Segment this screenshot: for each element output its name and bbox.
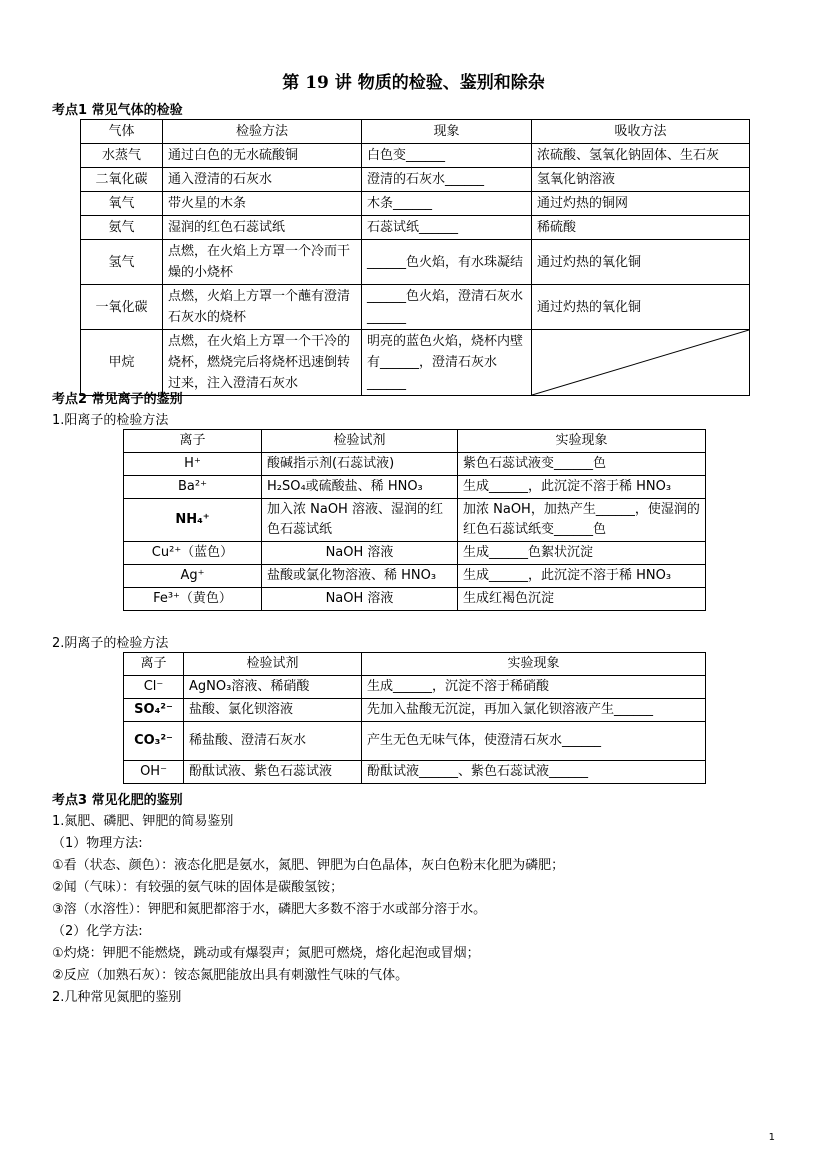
phenomenon: 生成______，此沉淀不溶于稀 HNO₃ (458, 476, 706, 499)
table-row (81, 330, 750, 396)
reagent: 稀盐酸、澄清石灰水 (184, 722, 362, 761)
absorption-method: 通过灼热的氧化铜 (532, 285, 750, 330)
table-row (81, 192, 750, 216)
ion: Ba²⁺ (124, 476, 262, 499)
table-row (124, 499, 706, 542)
gas-name: 甲烷 (81, 330, 163, 396)
ion: Fe³⁺（黄色） (124, 588, 262, 611)
page-number: 1 (768, 1132, 775, 1143)
absorption-method: 稀硫酸 (532, 216, 750, 240)
table-row (124, 699, 706, 722)
reagent: 酚酞试液、紫色石蕊试液 (184, 761, 362, 784)
phenomenon: 生成红褐色沉淀 (458, 588, 706, 611)
gas-name: 氨气 (81, 216, 163, 240)
phenomenon: 石蕊试纸______ (362, 216, 532, 240)
phenomenon: 生成______，沉淀不溶于稀硝酸 (362, 676, 706, 699)
diagonal-empty-cell (532, 330, 750, 396)
reagent: NaOH 溶液 (262, 588, 458, 611)
text-line: ②反应（加熟石灰）：铵态氮肥能放出具有刺激性气味的气体。 (52, 968, 409, 983)
phenomenon: 酚酞试液______、紫色石蕊试液______ (362, 761, 706, 784)
text-line: （1）物理方法: (52, 836, 143, 851)
table-row (124, 761, 706, 784)
header-cell: 检验试剂 (184, 653, 362, 676)
text-line: 2.几种常见氮肥的鉴别 (52, 990, 182, 1005)
cation-subheading: 1.阳离子的检验方法 (52, 413, 169, 428)
gas-name: 一氧化碳 (81, 285, 163, 330)
diagonal-line (532, 330, 749, 395)
reagent: 盐酸或氯化物溶液、稀 HNO₃ (262, 565, 458, 588)
table-header-row (81, 120, 750, 144)
ion: OH⁻ (124, 761, 184, 784)
absorption-method: 通过灼热的氧化铜 (532, 240, 750, 285)
ion: NH₄⁺ (124, 499, 262, 542)
phenomenon: 生成______色絮状沉淀 (458, 542, 706, 565)
test-method: 带火星的木条 (163, 192, 362, 216)
reagent: 盐酸、氯化钡溶液 (184, 699, 362, 722)
phenomenon: ______色火焰，有水珠凝结 (362, 240, 532, 285)
test-method: 点燃，在火焰上方罩一个干冷的烧杯，燃烧完后将烧杯迅速倒转过来，注入澄清石灰水 (163, 330, 362, 396)
gas-name: 氢气 (81, 240, 163, 285)
table-header-row (124, 430, 706, 453)
phenomenon: 先加入盐酸无沉淀，再加入氯化钡溶液产生______ (362, 699, 706, 722)
reagent: 酸碱指示剂(石蕊试液) (262, 453, 458, 476)
header-cell: 现象 (362, 120, 532, 144)
table-row (81, 240, 750, 285)
section2-heading: 考点2 常见离子的鉴别 (52, 392, 183, 407)
absorption-method: 氢氧化钠溶液 (532, 168, 750, 192)
table-row (124, 453, 706, 476)
table-row (124, 565, 706, 588)
gas-name: 二氧化碳 (81, 168, 163, 192)
text-line: ②闻（气味）：有较强的氨气味的固体是碳酸氢铵； (52, 880, 344, 895)
table-row (124, 542, 706, 565)
gas-name: 水蒸气 (81, 144, 163, 168)
header-cell: 实验现象 (458, 430, 706, 453)
absorption-method: 通过灼热的铜网 (532, 192, 750, 216)
phenomenon: ______色火焰，澄清石灰水______ (362, 285, 532, 330)
phenomenon: 产生无色无味气体，使澄清石灰水______ (362, 722, 706, 761)
phenomenon: 生成______，此沉淀不溶于稀 HNO₃ (458, 565, 706, 588)
reagent: AgNO₃溶液、稀硝酸 (184, 676, 362, 699)
header-cell: 气体 (81, 120, 163, 144)
anion-table (123, 652, 706, 784)
test-method: 湿润的红色石蕊试纸 (163, 216, 362, 240)
section3-heading: 考点3 常见化肥的鉴别 (52, 793, 183, 808)
header-cell: 检验方法 (163, 120, 362, 144)
text-line: （2）化学方法: (52, 924, 143, 939)
cation-table (123, 429, 706, 611)
table-row (124, 676, 706, 699)
table-row (124, 476, 706, 499)
header-cell: 吸收方法 (532, 120, 750, 144)
header-cell: 离子 (124, 653, 184, 676)
table-row (81, 285, 750, 330)
page-title: 第 19 讲 物质的检验、鉴别和除杂 (282, 73, 545, 93)
absorption-method: 浓硫酸、氢氧化钠固体、生石灰 (532, 144, 750, 168)
table-row (81, 168, 750, 192)
table-row (81, 216, 750, 240)
header-cell: 检验试剂 (262, 430, 458, 453)
test-method: 点燃，火焰上方罩一个蘸有澄清石灰水的烧杯 (163, 285, 362, 330)
phenomenon: 白色变______ (362, 144, 532, 168)
reagent: 加入浓 NaOH 溶液、湿润的红色石蕊试纸 (262, 499, 458, 542)
ion: Ag⁺ (124, 565, 262, 588)
text-line: ①看（状态、颜色）：液态化肥是氨水，氮肥、钾肥为白色晶体，灰白色粉末化肥为磷肥； (52, 858, 565, 873)
reagent: NaOH 溶液 (262, 542, 458, 565)
header-cell: 离子 (124, 430, 262, 453)
phenomenon: 紫色石蕊试液变______色 (458, 453, 706, 476)
text-line: ③溶（水溶性）：钾肥和氮肥都溶于水，磷肥大多数不溶于水或部分溶于水。 (52, 902, 487, 917)
test-method: 通入澄清的石灰水 (163, 168, 362, 192)
gas-name: 氧气 (81, 192, 163, 216)
ion: Cl⁻ (124, 676, 184, 699)
anion-subheading: 2.阴离子的检验方法 (52, 636, 169, 651)
table-row (124, 722, 706, 761)
ion: CO₃²⁻ (124, 722, 184, 761)
phenomenon: 木条______ (362, 192, 532, 216)
text-line: ①灼烧：钾肥不能燃烧，跳动或有爆裂声；氮肥可燃烧，熔化起泡或冒烟； (52, 946, 480, 961)
reagent: H₂SO₄或硫酸盐、稀 HNO₃ (262, 476, 458, 499)
ion: Cu²⁺（蓝色） (124, 542, 262, 565)
table-row (81, 144, 750, 168)
section1-heading: 考点1 常见气体的检验 (52, 103, 183, 118)
test-method: 点燃，在火焰上方罩一个冷而干燥的小烧杯 (163, 240, 362, 285)
ion: SO₄²⁻ (124, 699, 184, 722)
phenomenon: 明亮的蓝色火焰，烧杯内壁有______，澄清石灰水______ (362, 330, 532, 396)
table-row (124, 588, 706, 611)
text-line: 1.氮肥、磷肥、钾肥的简易鉴别 (52, 814, 234, 829)
gas-table (80, 119, 750, 396)
ion: H⁺ (124, 453, 262, 476)
phenomenon: 澄清的石灰水______ (362, 168, 532, 192)
table-header-row (124, 653, 706, 676)
phenomenon: 加浓 NaOH，加热产生______，使湿润的红色石蕊试纸变______色 (458, 499, 706, 542)
header-cell: 实验现象 (362, 653, 706, 676)
test-method: 通过白色的无水硫酸铜 (163, 144, 362, 168)
